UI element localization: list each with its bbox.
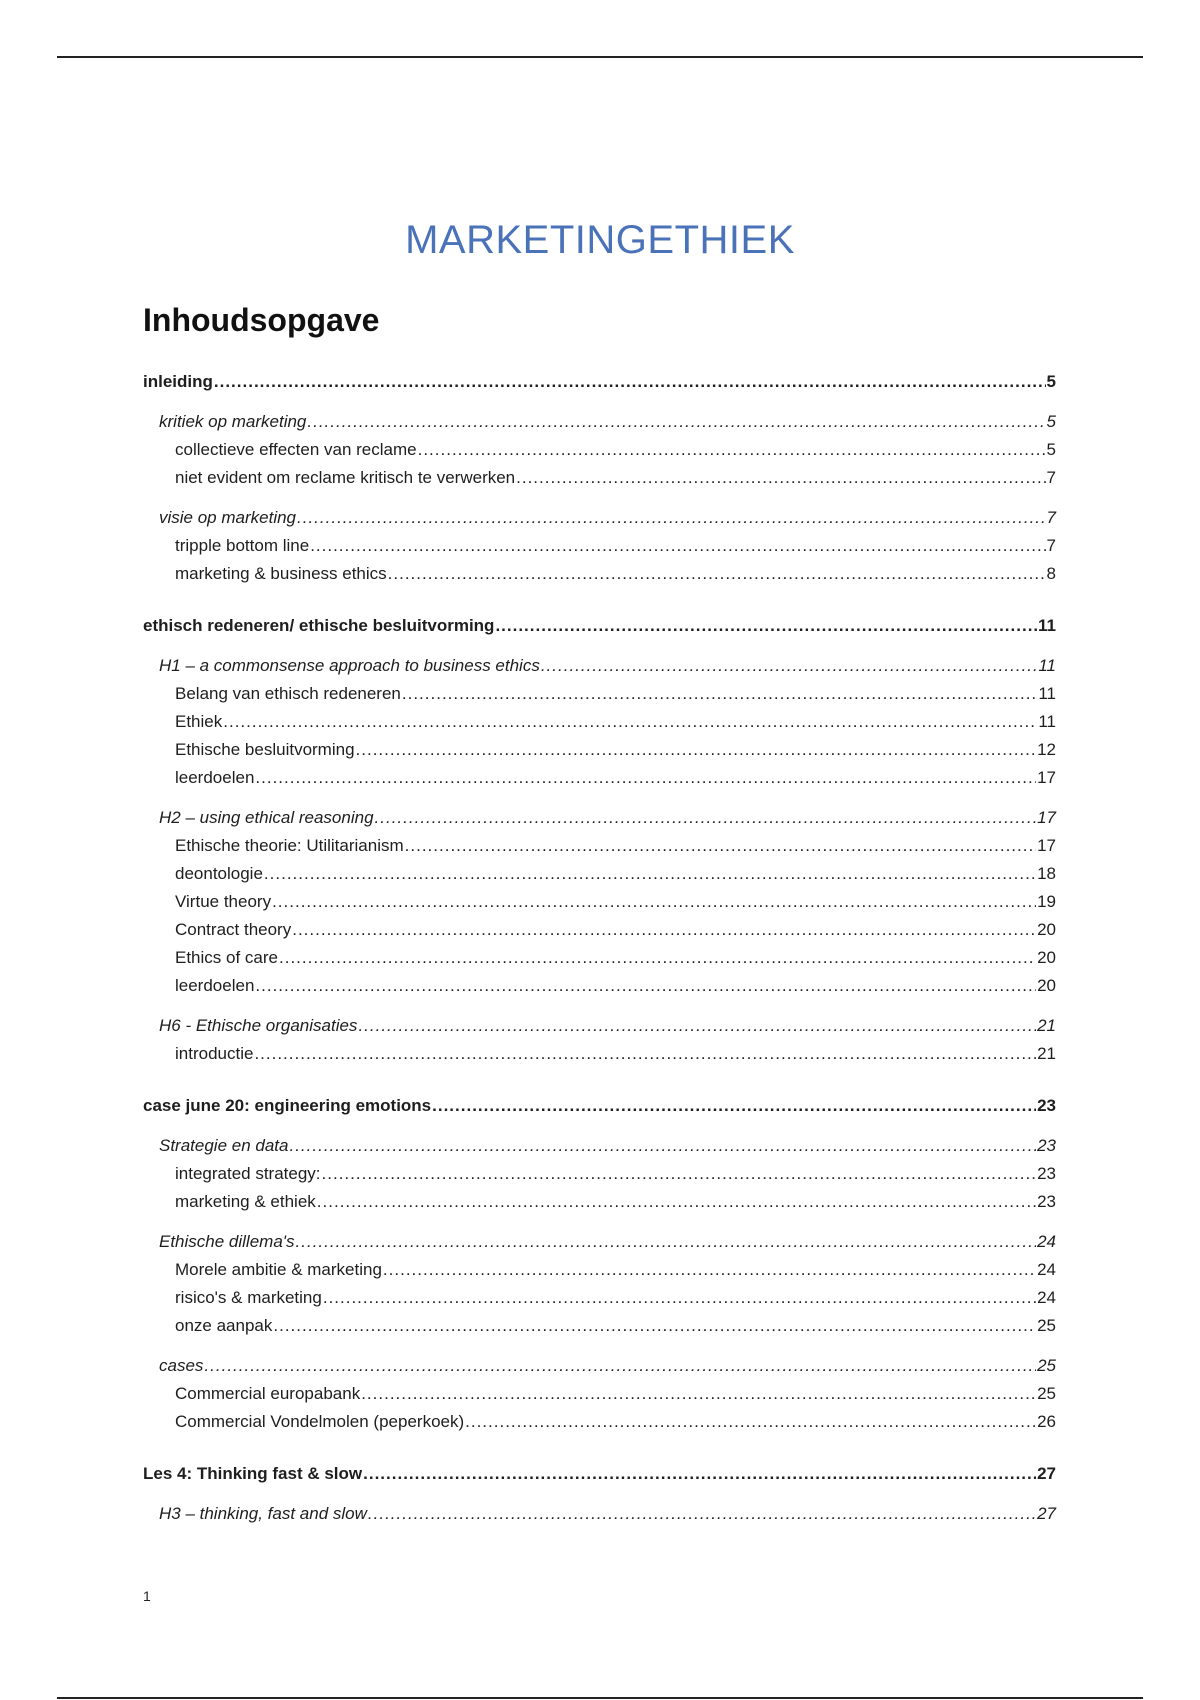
toc-entry-level-3[interactable] [143,944,1056,972]
toc-entry-level-2[interactable] [143,804,1056,832]
toc-entry-page: 23 [1037,1136,1056,1155]
toc-entry-title: cases [159,1356,204,1375]
toc-entry-page: 26 [1037,1412,1056,1431]
toc-dot-leader [541,652,1038,680]
toc-entry-title: inleiding [143,372,213,391]
toc-entry-level-2[interactable] [143,652,1056,680]
toc-entry-page: 21 [1037,1016,1056,1035]
toc-dot-leader [495,612,1037,640]
toc-dot-leader [388,560,1046,588]
toc-dot-leader [368,1500,1036,1528]
toc-entry-title: H3 – thinking, fast and slow [159,1504,367,1523]
toc-entry-level-3[interactable] [143,560,1056,588]
toc-entry-level-3[interactable] [143,972,1056,1000]
toc-entry-level-2[interactable] [143,1012,1056,1040]
toc-entry-page: 25 [1037,1356,1056,1375]
toc-entry-level-3[interactable] [143,916,1056,944]
toc-entry-page: 24 [1037,1232,1056,1251]
toc-entry-title: case june 20: engineering emotions [143,1096,432,1115]
toc-dot-leader [363,1460,1036,1488]
toc-entry-level-3[interactable] [143,532,1056,560]
toc-dot-leader [358,1012,1036,1040]
toc-entry-title: niet evident om reclame kritisch te verwerken [175,468,516,487]
toc-entry-page: 23 [1037,1164,1056,1183]
toc-dot-leader [264,860,1036,888]
toc-entry-level-3[interactable] [143,1284,1056,1312]
toc-entry-level-1[interactable] [143,612,1056,640]
toc-entry-title: collectieve effecten van reclame [175,440,417,459]
toc-entry-level-3[interactable] [143,832,1056,860]
toc-entry-page: 7 [1046,508,1056,527]
footer-rule [57,1697,1143,1699]
document-title: MARKETINGETHIEK [405,218,795,262]
toc-entry-level-2[interactable] [143,408,1056,436]
toc-entry-page: 27 [1037,1464,1056,1483]
toc-entry-page: 11 [1038,684,1056,703]
toc-entry-title: ethisch redeneren/ ethische besluitvorming [143,616,495,635]
toc-dot-leader [418,436,1046,464]
toc-entry-title: H1 – a commonsense approach to business ethics [159,656,540,675]
toc-entry-level-1[interactable] [143,368,1056,396]
toc-entry-level-3[interactable] [143,1040,1056,1068]
toc-entry-title: Virtue theory [175,892,272,911]
toc-dot-leader [465,1408,1036,1436]
toc-entry-level-2[interactable] [143,1228,1056,1256]
toc-entry-page: 20 [1037,948,1056,967]
toc-entry-page: 8 [1046,564,1056,583]
toc-entry-level-1[interactable] [143,1092,1056,1120]
toc-entry-page: 24 [1037,1288,1056,1307]
toc-entry-level-3[interactable] [143,1160,1056,1188]
toc-entry-page: 11 [1038,712,1056,731]
toc-dot-leader [405,832,1036,860]
toc-entry-page: 23 [1037,1192,1056,1211]
toc-entry-level-2[interactable] [143,1500,1056,1528]
toc-dot-leader [375,804,1037,832]
toc-entry-level-3[interactable] [143,1256,1056,1284]
toc-dot-leader [272,888,1036,916]
toc-dot-leader [223,708,1037,736]
toc-entry-page: 27 [1037,1504,1056,1523]
toc-dot-leader [361,1380,1036,1408]
toc-dot-leader [255,972,1036,1000]
toc-entry-page: 5 [1046,372,1056,391]
toc-entry-level-2[interactable] [143,1352,1056,1380]
toc-entry-page: 18 [1037,864,1056,883]
toc-dot-leader [307,408,1045,436]
toc-entry-title: Ethics of care [175,948,278,967]
toc-entry-title: Ethische dillema's [159,1232,295,1251]
toc-entry-title: Contract theory [175,920,292,939]
toc-entry-page: 21 [1037,1044,1056,1063]
toc-dot-leader [296,1228,1037,1256]
toc-entry-title: leerdoelen [175,976,255,995]
toc-entry-page: 25 [1037,1316,1056,1335]
toc-entry-title: onze aanpak [175,1316,273,1335]
toc-dot-leader [255,764,1036,792]
toc-entry-title: Strategie en data [159,1136,289,1155]
toc-entry-page: 25 [1037,1384,1056,1403]
toc-entry-page: 5 [1046,440,1056,459]
toc-dot-leader [432,1092,1036,1120]
toc-entry-level-3[interactable] [143,708,1056,736]
toc-entry-page: 20 [1037,976,1056,995]
toc-entry-page: 12 [1037,740,1056,759]
toc-entry-title: Les 4: Thinking fast & slow [143,1464,363,1483]
toc-dot-leader [310,532,1045,560]
toc-entry-level-3[interactable] [143,436,1056,464]
toc-entry-title: Morele ambitie & marketing [175,1260,382,1279]
toc-entry-level-3[interactable] [143,1312,1056,1340]
toc-entry-title: integrated strategy: [175,1164,321,1183]
toc-entry-level-3[interactable] [143,1380,1056,1408]
toc-entry-level-1[interactable] [143,1460,1056,1488]
toc-dot-leader [279,944,1036,972]
toc-entry-page: 17 [1037,768,1056,787]
toc-dot-leader [204,1352,1036,1380]
toc-dot-leader [214,368,1046,396]
toc-entry-page: 19 [1037,892,1056,911]
toc-dot-leader [297,504,1046,532]
toc-entry-title: deontologie [175,864,263,883]
toc-entry-title: marketing & business ethics [175,564,387,583]
toc-entry-title: H6 - Ethische organisaties [159,1016,358,1035]
toc-entry-page: 17 [1037,836,1056,855]
toc-dot-leader [322,1160,1037,1188]
toc-entry-page: 11 [1038,616,1056,635]
toc-entry-page: 17 [1037,808,1056,827]
toc-entry-page: 23 [1037,1096,1056,1115]
toc-entry-title: Ethische besluitvorming [175,740,355,759]
toc-entry-title: introductie [175,1044,254,1063]
toc-entry-level-3[interactable] [143,764,1056,792]
toc-dot-leader [254,1040,1036,1068]
toc-entry-level-3[interactable] [143,1408,1056,1436]
toc-entry-title: risico's & marketing [175,1288,322,1307]
toc-dot-leader [273,1312,1036,1340]
toc-heading: Inhoudsopgave [143,302,380,338]
toc-entry-title: Commercial europabank [175,1384,361,1403]
toc-entry-level-3[interactable] [143,464,1056,492]
toc-entry-page: 24 [1037,1260,1056,1279]
toc-entry-page: 20 [1037,920,1056,939]
toc-entry-title: Ethische theorie: Utilitarianism [175,836,404,855]
toc-entry-title: Belang van ethisch redeneren [175,684,401,703]
toc-entry-title: tripple bottom line [175,536,310,555]
toc-entry-title: marketing & ethiek [175,1192,316,1211]
toc-dot-leader [356,736,1037,764]
toc-entry-level-2[interactable] [143,1132,1056,1160]
toc-entry-page: 5 [1046,412,1056,431]
toc-dot-leader [516,464,1045,492]
table-of-contents [143,368,1056,1528]
toc-dot-leader [402,680,1037,708]
toc-entry-title: Ethiek [175,712,223,731]
toc-entry-page: 7 [1046,468,1056,487]
toc-entry-level-3[interactable] [143,680,1056,708]
toc-entry-level-3[interactable] [143,736,1056,764]
toc-entry-level-3[interactable] [143,860,1056,888]
toc-entry-title: leerdoelen [175,768,255,787]
toc-entry-level-2[interactable] [143,504,1056,532]
toc-dot-leader [383,1256,1036,1284]
toc-dot-leader [317,1188,1036,1216]
toc-entry-title: kritiek op marketing [159,412,307,431]
toc-dot-leader [323,1284,1036,1312]
header-rule [57,56,1143,58]
toc-entry-page: 11 [1038,656,1056,675]
toc-entry-title: visie op marketing [159,508,297,527]
page-number: 1 [143,1588,151,1604]
toc-entry-page: 7 [1046,536,1056,555]
toc-entry-title: H2 – using ethical reasoning [159,808,374,827]
toc-entry-level-3[interactable] [143,888,1056,916]
toc-dot-leader [289,1132,1036,1160]
toc-dot-leader [292,916,1036,944]
toc-entry-level-3[interactable] [143,1188,1056,1216]
toc-entry-title: Commercial Vondelmolen (peperkoek) [175,1412,465,1431]
